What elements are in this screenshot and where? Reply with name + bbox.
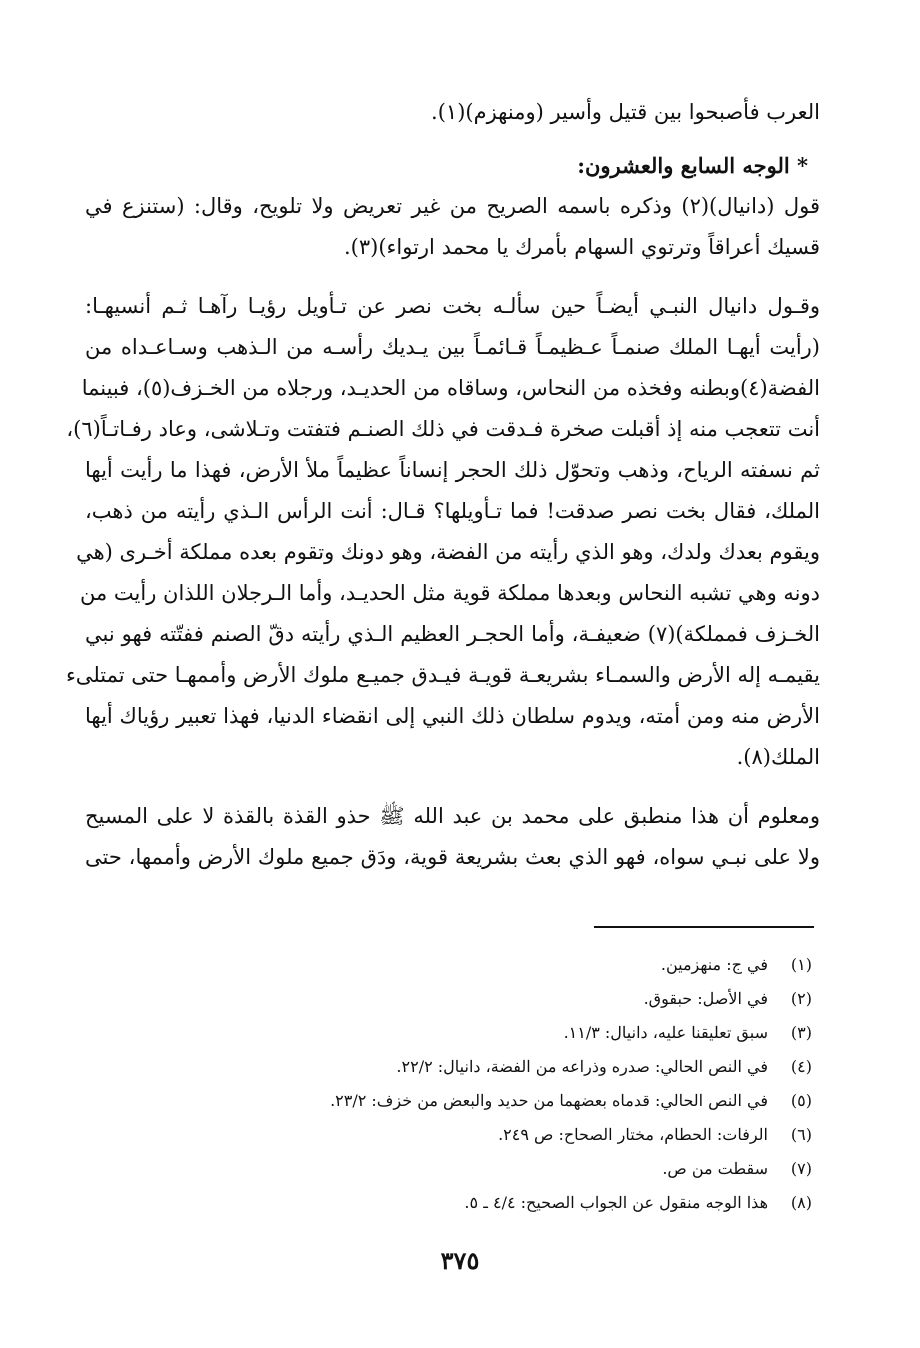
footnote-text: هذا الوجه منقول عن الجواب الصحيح: ٤/٤ ـ ٥. — [464, 1193, 768, 1212]
text-line: ومعلوم أن هذا منطبق على محمد بن عبد الله ﷺ حذو القذة بالقذة لا على المسيح — [85, 804, 820, 828]
footnote-number: (٨) — [790, 1193, 812, 1212]
footnotes — [192, 948, 812, 1220]
footnote-number: (١) — [790, 955, 812, 974]
footnote — [192, 1016, 812, 1050]
footnote-text: سقطت من ص. — [662, 1159, 768, 1178]
main-text — [65, 92, 820, 878]
footnote — [192, 1118, 812, 1152]
text-line: وقـول دانيال النبـي أيضـاً حين سألـه بخت نصر عن تـأويل رؤيـا رآهـا ثـم أنسيهـا: — [85, 294, 820, 318]
footnote — [192, 1186, 812, 1220]
text-line: ويقوم بعدك ولدك، وهو الذي رأيته من الفضة، وهو دونك وتقوم بعده مملكة أخـرى (هي — [76, 540, 820, 564]
text-line: العرب فأصبحوا بين قتيل وأسير (ومنهزم)(١). — [431, 100, 820, 124]
footnote-number: (٢) — [790, 989, 812, 1008]
text-line: يقيمـه إله الأرض والسمـاء بشريعـة قويـة فيـدق جميـع ملوك الأرض وأممهـا حتى تمتلىء — [65, 663, 820, 687]
footnote-text: الرفات: الحطام، مختار الصحاح: ص ٢٤٩. — [498, 1125, 768, 1144]
footnote — [192, 948, 812, 982]
footnote — [192, 1152, 812, 1186]
footnote-number: (٦) — [790, 1125, 812, 1144]
text-line: قسيك أعراقاً وترتوي السهام بأمرك يا محمد ارتواء)(٣). — [343, 235, 820, 259]
text-line: أنت تتعجب منه إذ أقبلت صخرة فـدقت في ذلك الصنـم فتفتت وتـلاشى، وعاد رفـاتـاً(٦)، — [66, 417, 820, 441]
footnote-text: في الأصل: حبقوق. — [643, 989, 768, 1008]
footnote-number: (٥) — [790, 1091, 812, 1110]
footnote-number: (٣) — [790, 1023, 812, 1042]
footnote-text: سبق تعليقنا عليه، دانيال: ١١/٣. — [563, 1023, 768, 1042]
text-line: ثم نسفته الرياح، وذهب وتحوّل ذلك الحجر إنساناً عظيماً ملأ الأرض، فهذا ما رأيت أيها — [85, 458, 820, 482]
text-line: (رأيت أيهـا الملك صنمـاً عـظيمـاً قـائمـاً بين يـديك رأسـه من الـذهب وسـاعـداه من — [85, 335, 820, 359]
footnote-number: (٧) — [790, 1159, 812, 1178]
footnote — [192, 1050, 812, 1084]
text-line: الأرض منه ومن أمته، ويدوم سلطان ذلك النبي إلى انقضاء الدنيا، فهذا تعبير رؤياك أيها — [85, 704, 820, 728]
text-line: الخـزف فمملكة)(٧) ضعيفـة، وأما الحجـر العظيم الـذي رأيته دقّ الصنم ففتّته فهو نبي — [85, 622, 820, 646]
footnote-text: في النص الحالي: قدماه بعضهما من حديد والبعض من خزف: ٢٣/٢. — [330, 1091, 768, 1110]
text-line: ولا على نبـي سواه، فهو الذي بعث بشريعة قوية، ودَق جميع ملوك الأرض وأممها، حتى — [85, 845, 820, 869]
footnote-divider — [594, 926, 814, 928]
text-line: الملك(٨). — [736, 745, 820, 769]
footnote-number: (٤) — [790, 1057, 812, 1076]
text-line: قول (دانيال)(٢) وذكره باسمه الصريح من غير تعريض ولا تلويح، وقال: (ستنزع في — [85, 194, 820, 218]
footnote — [192, 982, 812, 1016]
footnote-text: في النص الحالي: صدره وذراعه من الفضة، دانيال: ٢٢/٢. — [396, 1057, 768, 1076]
text-line: الملك، فقال بخت نصر صدقت! فما تـأويلها؟ قـال: أنت الرأس الـذي رأيته من ذهب، — [85, 499, 820, 523]
text-line: الفضة(٤)وبطنه وفخذه من النحاس، وساقاه من الحديـد، ورجلاه من الخـزف(٥)، فبينما — [81, 376, 820, 400]
footnote — [192, 1084, 812, 1118]
footnote-text: في ج: منهزمين. — [660, 955, 768, 974]
page-number: ٣٧٥ — [440, 1246, 480, 1275]
text-line: دونه وهي تشبه النحاس وبعدها مملكة قوية مثل الحديـد، وأما الـرجلان اللذان رأيت من — [80, 581, 820, 605]
section-heading: * الوجه السابع والعشرون: — [577, 153, 808, 178]
